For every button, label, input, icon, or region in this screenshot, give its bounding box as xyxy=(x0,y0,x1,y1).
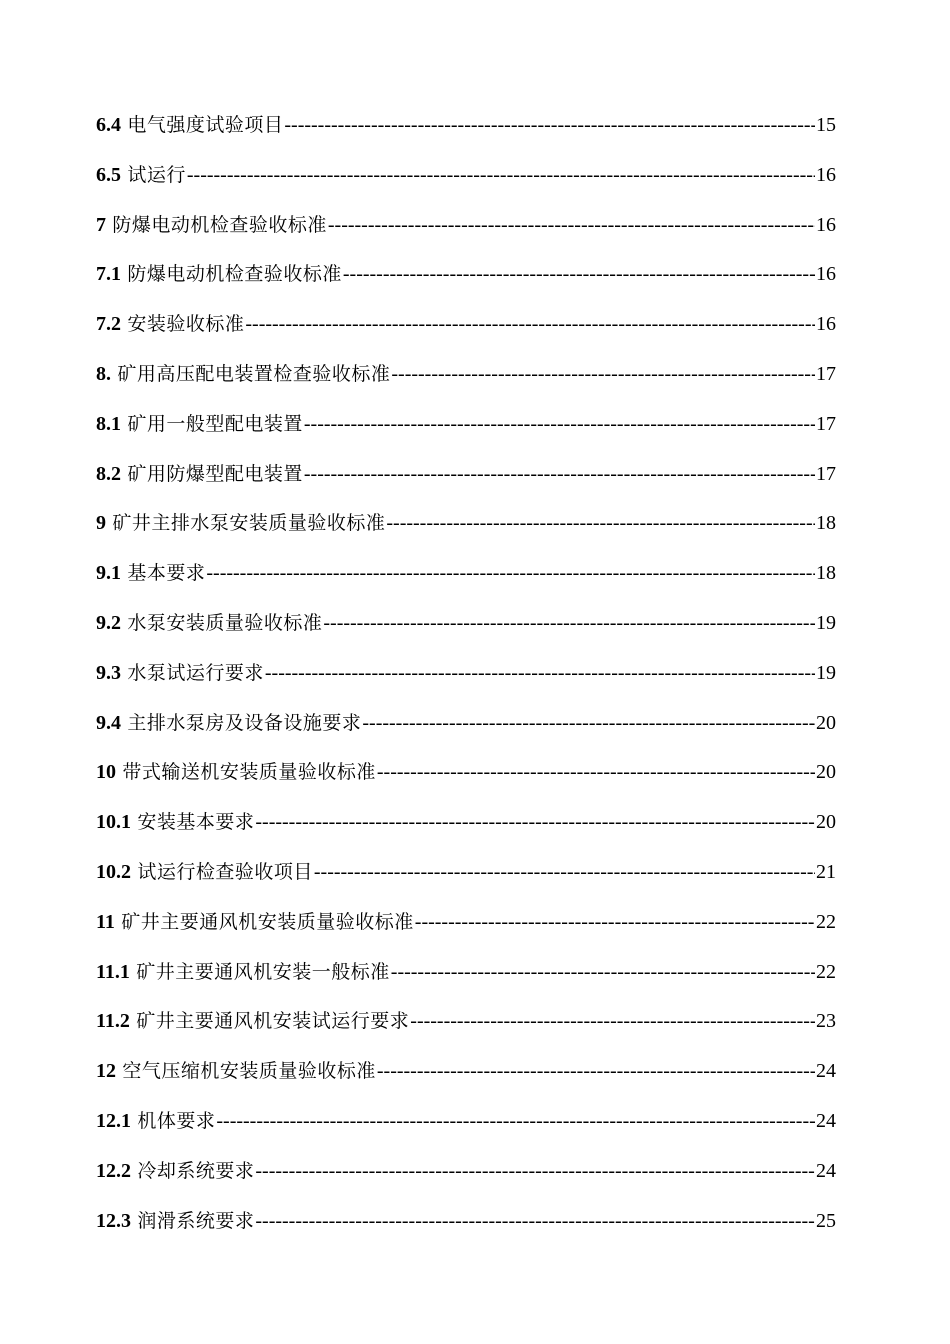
toc-entry-title: 水泵安装质量验收标准 xyxy=(127,611,323,634)
toc-entry-number: 11.1 xyxy=(96,960,130,983)
toc-entry-page-number: 24 xyxy=(816,1159,836,1182)
toc-entry-page-number: 16 xyxy=(816,263,836,286)
toc-entry-page-number: 20 xyxy=(816,811,836,834)
toc-entry-page-number: 24 xyxy=(816,1109,836,1132)
toc-dash-leader xyxy=(377,761,815,784)
toc-entry-page-number: 17 xyxy=(816,462,836,485)
toc-entry[interactable] xyxy=(96,1156,836,1206)
toc-dash-leader xyxy=(304,413,815,436)
toc-entry-title: 安装验收标准 xyxy=(127,313,245,336)
toc-entry-title: 试运行检查验收项目 xyxy=(137,860,313,883)
toc-entry[interactable] xyxy=(96,957,836,1007)
toc-entry[interactable] xyxy=(96,558,836,608)
toc-entry-title: 矿用防爆型配电装置 xyxy=(127,462,303,485)
toc-entry-number: 6.4 xyxy=(96,114,121,136)
toc-entry[interactable] xyxy=(96,409,836,459)
toc-dash-leader xyxy=(265,662,815,685)
toc-entry-page-number: 15 xyxy=(816,114,836,136)
toc-dash-leader xyxy=(255,1210,815,1233)
toc-entry-title: 水泵试运行要求 xyxy=(127,661,264,684)
toc-dash-leader xyxy=(323,612,815,635)
toc-entry-title: 润滑系统要求 xyxy=(137,1209,255,1232)
toc-dash-leader xyxy=(343,263,815,286)
toc-entry[interactable] xyxy=(96,1206,836,1256)
toc-entry-page-number: 18 xyxy=(816,562,836,585)
toc-entry-title: 矿井主排水泵安装质量验收标准 xyxy=(112,512,386,535)
toc-entry-title: 防爆电动机检查验收标准 xyxy=(127,263,342,286)
toc-entry-number: 8. xyxy=(96,362,111,385)
toc-entry-page-number: 20 xyxy=(816,761,836,784)
toc-entry[interactable] xyxy=(96,658,836,708)
toc-entry-number: 9.1 xyxy=(96,562,121,585)
toc-entry-page-number: 20 xyxy=(816,711,836,734)
toc-dash-leader xyxy=(284,114,815,137)
toc-entry-title: 矿用高压配电装置检查验收标准 xyxy=(117,362,391,385)
toc-entry[interactable] xyxy=(96,110,836,160)
toc-dash-leader xyxy=(187,164,815,187)
toc-dash-leader xyxy=(415,911,815,934)
toc-dash-leader xyxy=(328,214,815,237)
toc-entry[interactable] xyxy=(96,1056,836,1106)
toc-entry-number: 12.2 xyxy=(96,1159,131,1182)
toc-entry-number: 8.1 xyxy=(96,412,121,435)
toc-entry-title: 机体要求 xyxy=(137,1109,216,1132)
toc-entry-page-number: 17 xyxy=(816,412,836,435)
toc-entry-number: 9 xyxy=(96,512,106,535)
toc-entry[interactable] xyxy=(96,459,836,509)
toc-entry-page-number: 23 xyxy=(816,1010,836,1033)
toc-dash-leader xyxy=(206,562,815,585)
toc-entry[interactable] xyxy=(96,210,836,260)
toc-entry-title: 电气强度试验项目 xyxy=(127,114,284,136)
toc-entry[interactable] xyxy=(96,359,836,409)
toc-dash-leader xyxy=(314,861,815,884)
toc-entry[interactable] xyxy=(96,757,836,807)
toc-dash-leader xyxy=(216,1110,815,1133)
toc-entry-page-number: 24 xyxy=(816,1060,836,1083)
toc-entry-title: 矿用一般型配电装置 xyxy=(127,412,303,435)
toc-entry-number: 9.4 xyxy=(96,711,121,734)
toc-entry-title: 防爆电动机检查验收标准 xyxy=(112,213,327,236)
toc-entry-page-number: 22 xyxy=(816,910,836,933)
toc-entry-number: 10.1 xyxy=(96,811,131,834)
toc-entry-page-number: 22 xyxy=(816,960,836,983)
toc-entry[interactable] xyxy=(96,1106,836,1156)
toc-entry-number: 8.2 xyxy=(96,462,121,485)
toc-entry-title: 主排水泵房及设备设施要求 xyxy=(127,711,362,734)
table-of-contents xyxy=(96,110,836,1255)
toc-dash-leader xyxy=(391,363,815,386)
toc-entry-page-number: 16 xyxy=(816,163,836,186)
toc-dash-leader xyxy=(255,1160,815,1183)
toc-entry-title: 矿井主要通风机安装试运行要求 xyxy=(136,1010,410,1033)
toc-entry-number: 7.1 xyxy=(96,263,121,286)
toc-entry-number: 10.2 xyxy=(96,860,131,883)
toc-entry-number: 6.5 xyxy=(96,163,121,186)
toc-entry-number: 12.3 xyxy=(96,1209,131,1232)
toc-entry-title: 冷却系统要求 xyxy=(137,1159,255,1182)
toc-entry-number: 10 xyxy=(96,761,116,784)
toc-entry[interactable] xyxy=(96,608,836,658)
toc-entry-number: 11 xyxy=(96,910,115,933)
toc-entry-number: 12.1 xyxy=(96,1109,131,1132)
toc-entry-page-number: 25 xyxy=(816,1209,836,1232)
toc-entry[interactable] xyxy=(96,1006,836,1056)
toc-entry-page-number: 18 xyxy=(816,512,836,535)
toc-entry-number: 12 xyxy=(96,1060,116,1083)
toc-entry-title: 安装基本要求 xyxy=(137,811,255,834)
toc-entry[interactable] xyxy=(96,708,836,758)
toc-entry-page-number: 19 xyxy=(816,611,836,634)
toc-dash-leader xyxy=(362,712,815,735)
toc-dash-leader xyxy=(377,1060,815,1083)
toc-entry[interactable] xyxy=(96,807,836,857)
toc-dash-leader xyxy=(410,1010,815,1033)
toc-entry[interactable] xyxy=(96,857,836,907)
toc-entry[interactable] xyxy=(96,160,836,210)
toc-dash-leader xyxy=(255,811,815,834)
toc-dash-leader xyxy=(391,961,815,984)
toc-entry[interactable] xyxy=(96,907,836,957)
toc-entry-number: 9.3 xyxy=(96,661,121,684)
toc-entry-title: 矿井主要通风机安装一般标准 xyxy=(136,960,390,983)
toc-entry-title: 矿井主要通风机安装质量验收标准 xyxy=(121,910,414,933)
toc-entry-page-number: 16 xyxy=(816,213,836,236)
toc-entry-page-number: 16 xyxy=(816,313,836,336)
toc-entry[interactable] xyxy=(96,259,836,309)
toc-entry-title: 空气压缩机安装质量验收标准 xyxy=(122,1060,376,1083)
toc-entry-page-number: 19 xyxy=(816,661,836,684)
toc-entry-number: 7.2 xyxy=(96,313,121,336)
toc-entry-number: 9.2 xyxy=(96,611,121,634)
toc-entry-page-number: 17 xyxy=(816,362,836,385)
toc-entry-title: 基本要求 xyxy=(127,562,206,585)
toc-entry-title: 带式输送机安装质量验收标准 xyxy=(122,761,376,784)
toc-dash-leader xyxy=(304,463,815,486)
toc-entry[interactable] xyxy=(96,309,836,359)
toc-entry-number: 11.2 xyxy=(96,1010,130,1033)
toc-entry-title: 试运行 xyxy=(127,163,186,186)
toc-dash-leader xyxy=(386,512,815,535)
toc-entry[interactable] xyxy=(96,508,836,558)
toc-dash-leader xyxy=(245,313,815,336)
toc-entry-page-number: 21 xyxy=(816,860,836,883)
toc-entry-number: 7 xyxy=(96,213,106,236)
